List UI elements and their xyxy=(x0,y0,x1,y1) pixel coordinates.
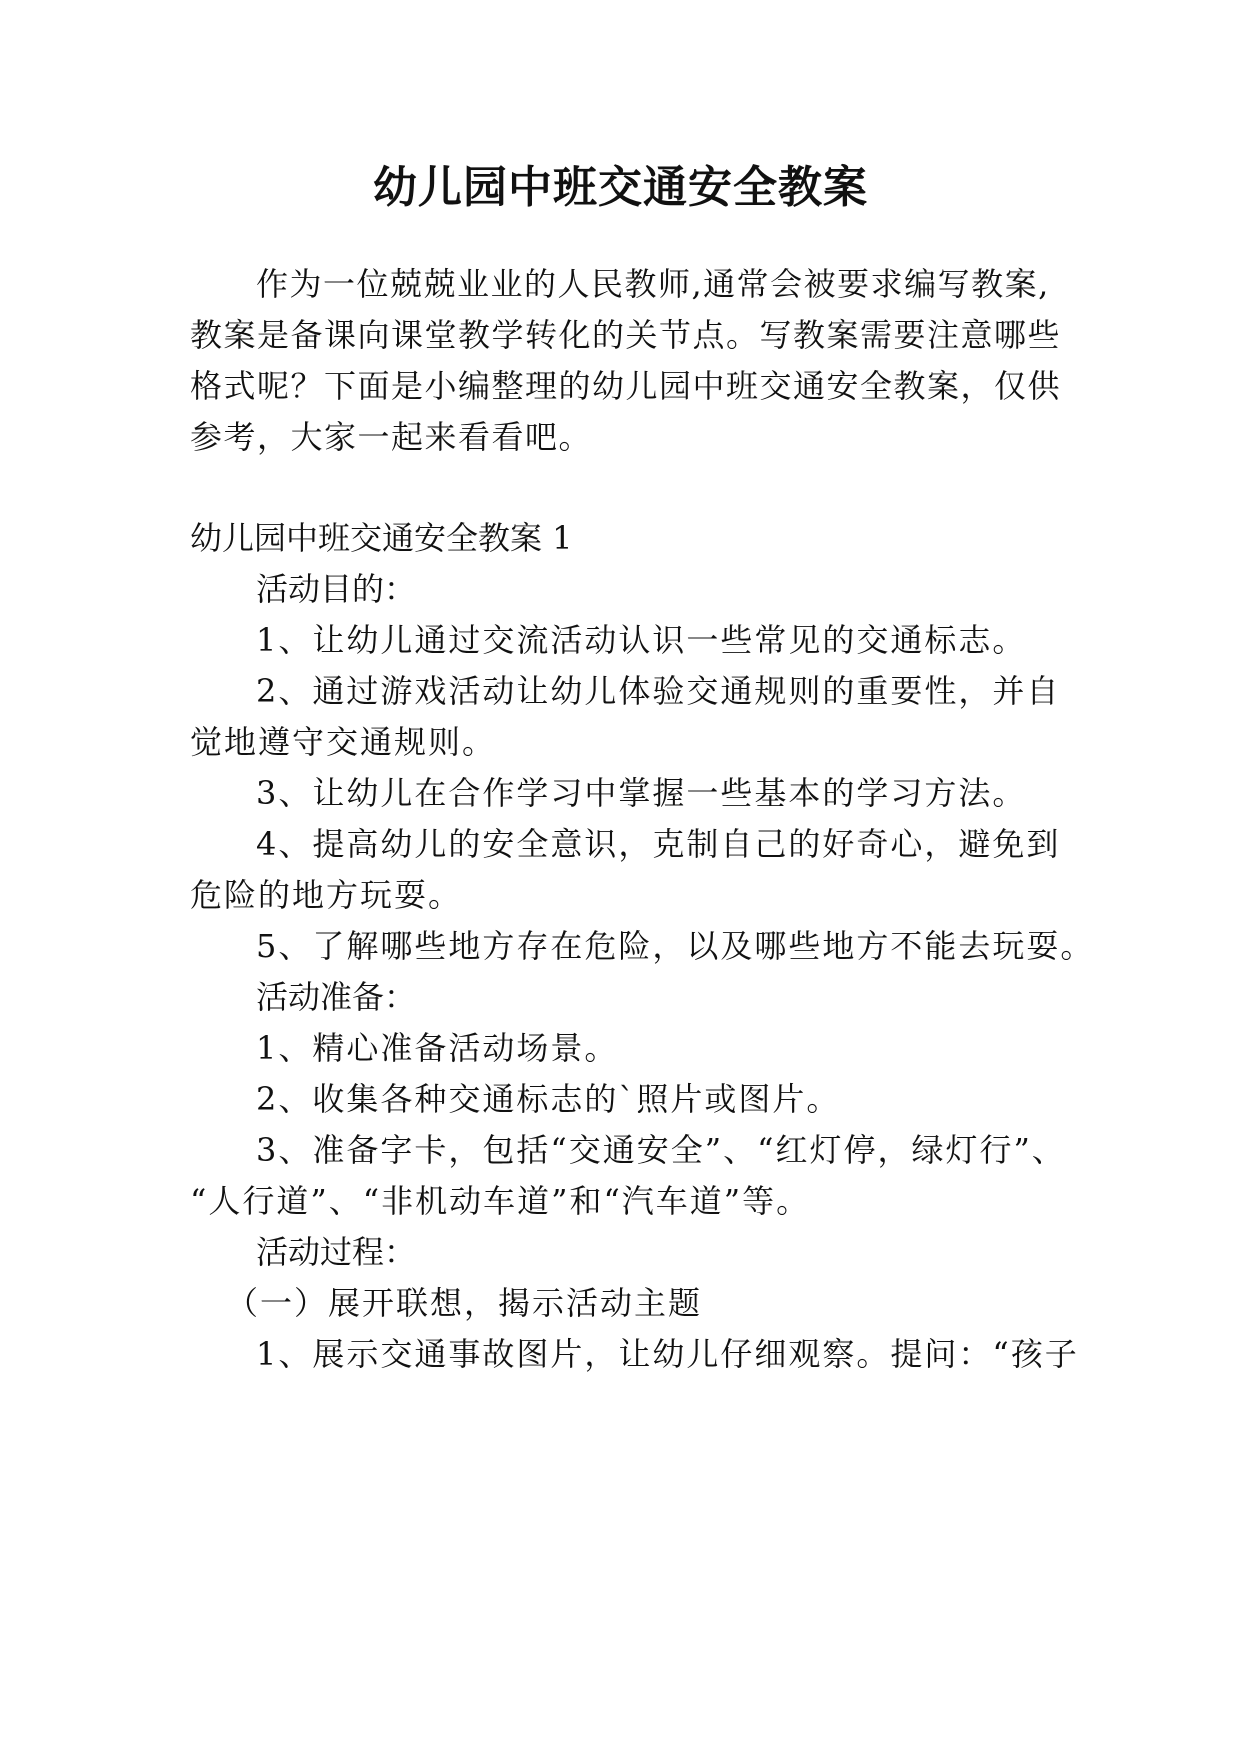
paragraph-line: 格式呢？下面是小编整理的幼儿园中班交通安全教案，仅供 xyxy=(190,367,1062,405)
paragraph-line: （一）展开联想，揭示活动主题 xyxy=(226,1284,703,1322)
paragraph-line: 作为一位兢兢业业的人民教师,通常会被要求编写教案, xyxy=(256,265,1050,303)
paragraph-line: 危险的地方玩耍。 xyxy=(190,876,463,914)
paragraph-line: 参考，大家一起来看看吧。 xyxy=(190,418,593,456)
paragraph-line: 4、提高幼儿的安全意识，克制自己的好奇心，避免到 xyxy=(256,825,1061,863)
document-title: 幼儿园中班交通安全教案 xyxy=(373,162,868,213)
paragraph-line: 教案是备课向课堂教学转化的关节点。写教案需要注意哪些 xyxy=(190,316,1062,354)
paragraph-line: 3、准备字卡，包括“交通安全”、“红灯停，绿灯行”、 xyxy=(256,1131,1066,1169)
paragraph-line: 2、通过游戏活动让幼儿体验交通规则的重要性，并自 xyxy=(256,672,1061,710)
paragraph-line: 活动过程： xyxy=(256,1233,417,1271)
paragraph-line: 5、了解哪些地方存在危险，以及哪些地方不能去玩耍。 xyxy=(256,927,1095,965)
paragraph-line: 觉地遵守交通规则。 xyxy=(190,723,497,761)
paragraph-line: 活动目的： xyxy=(256,570,417,608)
paragraph-line: 3、让幼儿在合作学习中掌握一些基本的学习方法。 xyxy=(256,774,1027,812)
paragraph-line: 1、让幼儿通过交流活动认识一些常见的交通标志。 xyxy=(256,621,1027,659)
paragraph-line: 活动准备： xyxy=(256,978,417,1016)
paragraph-line: 2、收集各种交通标志的`照片或图片。 xyxy=(256,1080,841,1118)
section-heading: 幼儿园中班交通安全教案 1 xyxy=(190,519,573,557)
paragraph-line: 1、展示交通事故图片，让幼儿仔细观察。提问：“孩子 xyxy=(256,1335,1079,1373)
paragraph-line: “人行道”、“非机动车道”和“汽车道”等。 xyxy=(190,1182,811,1220)
paragraph-line: 1、精心准备活动场景。 xyxy=(256,1029,619,1067)
